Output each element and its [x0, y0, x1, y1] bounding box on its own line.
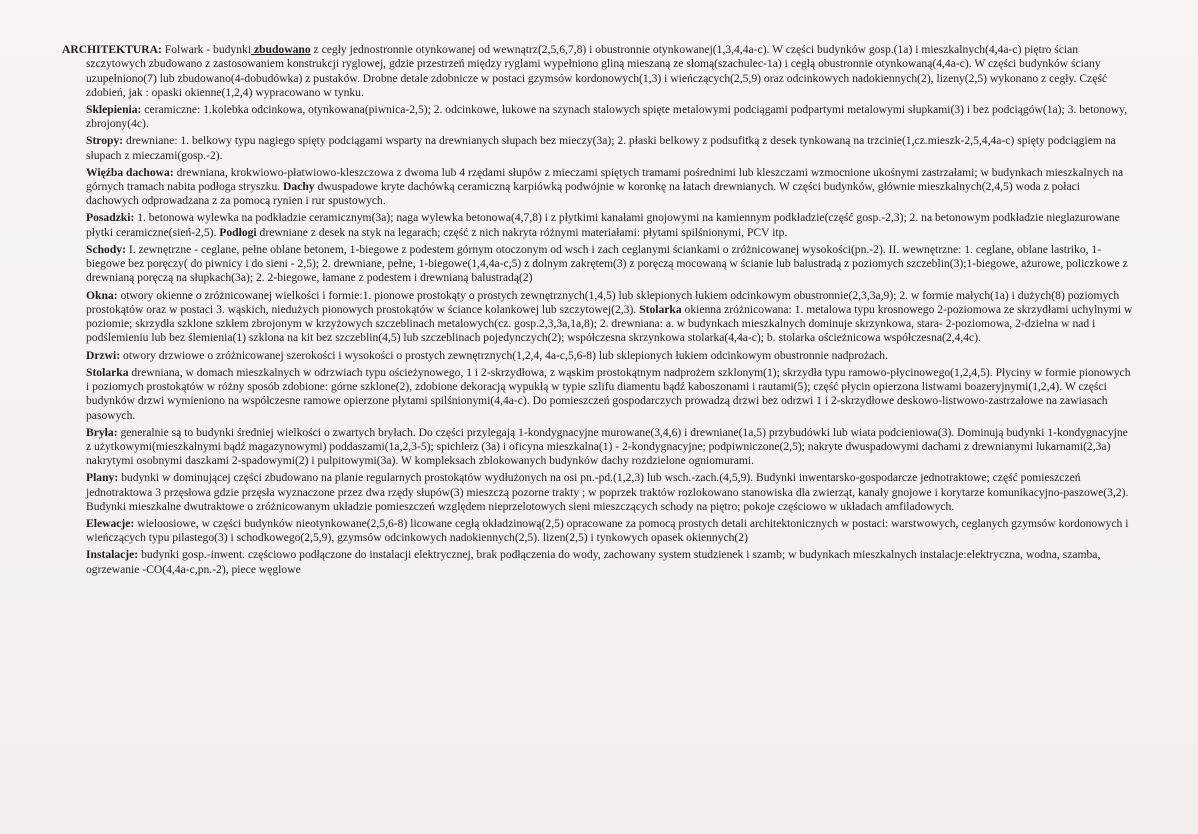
text-stropy: drewniane: 1. belkowy typu nagiego spięty podciągami wsparty na drewnianych słupach bez mieczy(3a); 2. płaski belkowy z podsufitką z desek tynkowaną na trzcinie(1,cz.mieszk-2,5,4,4a-c) spięty podciągiem na słupach z mieczami(gosp.-2). [86, 134, 1116, 162]
text-wiezba-b: dwuspadowe kryte dachówką ceramiczną karpiówką podwójnie w koronkę na łatach drewnianych. W części budynków, głównie mieszkalnych(2,4,5) woda z połaci dachowych odprowadzana z za pomocą rynien i rur spustowych. [86, 180, 1080, 208]
text-architektura-b: z cegły jednostronnie otynkowanej od wewnątrz(2,5,6,7,8) i obustronnie otynkowanej(1,3,4,4a-c). W części budynków gosp.(1a) i mieszkalnych(4,4a-c) piętro ścian szczytowych zbudowano z zastosowaniem konstrukcji ryglowej, gdzie przestrzeń między ryglami wypełniono gliną mieszaną ze słomą(szachulec-1a) i cegłą obustronnie otynkowaną(4,4a-c). W części budynków ściany uzupełniono(7) lub zbudowano(4-dobudówka) z pustaków. Drobne detale zdobnicze w postaci gzymsów kordonowych(1,3) i wieńczących(2,5,9) oraz odcinkowych nadokiennych(2), lizeny(2,5) wykonano z cegły. Część zdobień, jak : opaski okienne(1,2,4) wypracowano w tynku. [86, 43, 1107, 99]
label-instalacje: Instalacje: [86, 548, 139, 562]
label-architektura: ARCHITEKTURA: [62, 43, 162, 56]
section-okna [62, 289, 1134, 346]
label-schody: Schody: [86, 242, 126, 256]
text-sklepienia: ceramiczne: 1.kolebka odcinkowa, otynkowana(piwnica-2,5); 2. odcinkowe, łukowe na szynach stalowych spięte metalowymi podciągami podpartymi metalowymi słupkami(3) i bez podciągów(1a); 3. betonowy, zbrojony(4c). [86, 102, 1128, 131]
label-okna: Okna: [86, 288, 118, 302]
text-schody: I. zewnętrzne - ceglane, pełne oblane betonem, 1-biegowe z podestem górnym otoczonym od wsch i zach ceglanymi ściankami o zróżnicowanej wysokości(pn.-2). II. wewnętrzne: 1. ceglane, oblane lastriko, 1-biegowe bez poręczy( do piwnicy i do sieni - 2,5); 2. drewniane, pełne, 1-biegowe(1,4,4a-c,5) z dolnym zakrętem(3) z poręczą mocowaną w ścianie lub balustradą z poziomych szczeblin(3);1-biegowe, ażurowe, policzkowe z drewnianą poręczą na słupkach(3a); 2. 2-biegowe, łamane z podestem i drewnianą balustradą(2) [86, 242, 1128, 285]
text-bryla: generalnie są to budynki średniej wielkości o zwartych bryłach. Do części przylegają 1-kondygnacyjne murowane(3,4,6) i drewniane(1a,5) przybudówki lub wiata podcieniowa(3). Dominują budynki 1-kondygnacyjne z użytkowymi(mieszkalnymi bądź magazynowymi) poddaszami(1a,2,3-5); spichlerz (3a) i oficyna mieszkalna(1) - 2-kondygnacyjne; podpiwniczone(2,5); nakryte dwuspadowymi dachami z drewnianymi lukarnami(2,3a) nakrytymi osobnymi daszkami 2-spadowymi(2) i pulpitowymi(3a). W kompleksach zblokowanych budynków dachy rozdzielone ogniomurami. [86, 425, 1128, 468]
text-wiezba-a: drewniana, krokwiowo-płatwiowo-kleszczowa z dwoma lub 4 rzędami słupów z mieczami spiętych tramami pośrednimi lub kleszczami wzmocnione ukośnymi zastrzałami; w budynkach mieszkalnych na górnych tramach nabita podłoga stryszku. [86, 165, 1124, 194]
document-body [62, 43, 1134, 580]
text-architektura-a: Folwark - budynki [161, 43, 252, 56]
text-plany: budynki w dominującej części zbudowano na planie regularnych prostokątów wydłużonych na osi pn.-pd.(1,2,3) lub wsch.-zach.(4,5,9). Budynki inwentarsko-gospodarcze jednotraktowe; część pomieszczeń jednotraktowa 3 przęsłowa gdzie przęsła wyznaczone przez dwa rzędy słupów(3) mieszczą pozorne trakty ; w poprzek traktów rozlokowano stanowiska dla zwierząt, kanały gnojowe i korytarze komunikacyjno-paszowe(3,2). Budynki mieszkalne dwutraktowe o zróżnicowanym układzie pomieszczeń względem nieprzelotowych sieni mieszczących schody na piętro; pokoje częściowo w układach amfiladowych. [86, 471, 1129, 513]
section-architektura [62, 43, 1134, 100]
text-posadzki-a: 1. betonowa wylewka na podkładzie ceramicznym(3a); naga wylewka betonowa(4,7,8) i z płytkimi kanałami gnojowymi na kamiennym podkładzie(część gosp.-2,3); 2. na betonowym podkładzie nieglazurowane płytki ceramiczne(sień-2,5). [86, 211, 1120, 239]
section-wiezba [62, 166, 1134, 209]
label-posadzki: Posadzki: [86, 211, 135, 225]
label-plany: Plany: [86, 471, 119, 485]
label-wiezba: Więźba dachowa: [86, 165, 174, 179]
text-stolarka: drewniana, w domach mieszkalnych w odrzwiach typu ościeżynowego, 1 i 2-skrzydłowa, z wąskim prostokątnym nadprożem szklonym(1); skrzydła typu ramowo-płycinowego(1,2,4,5). Płyciny w formie pionowych i poziomych prostokątów w różny sposób zdobione: górne szklone(2), zdobione dekoracją wypukłą w typie szlifu diamentu bądź kaboszonami i rautami(5); część płycin opierzona listwami boazeryjnymi(1,2,4). W części budynków drzwi wymieniono na współczesne ramowe opierzone płytami spilśnionymi(4,4a-c). Do pomieszczeń gospodarczych prowadzą drzwi bez odrzwi 1 i 2-skrzydłowe deskowo-listwowo-zastrzałowe na zawiasach pasowych. [86, 365, 1131, 422]
section-plany [62, 471, 1134, 514]
section-stropy [62, 134, 1134, 163]
label-stolarka-okienna: Stolarka [639, 302, 682, 316]
section-sklepienia [62, 103, 1134, 132]
section-elewacje [62, 517, 1134, 546]
label-elewacje: Elewacje: [86, 516, 135, 530]
label-bryla: Bryła: [86, 425, 118, 439]
text-elewacje: wieloosiowe, w części budynków nieotynkowane(2,5,6-8) licowane cegłą okładzinową(2,5) opracowane za pomocą prostych detali architektonicznych w postaci: warstwowych, ceglanych gzymsów kordonowych i wieńczących typu pilastego(3) i schodkowego(2,5,9), gzymsów odcinkowych nadokiennych(2,5). lizen(2,5) i tynkowych opasek okiennych(2) [86, 516, 1129, 545]
text-posadzki-b: drewniane z desek na styk na legarach; część z nich nakryta różnymi materiałami: płytami spilśnionymi, PCV itp. [256, 225, 788, 239]
label-stropy: Stropy: [86, 134, 124, 148]
text-okna-a: otwory okienne o zróżnicowanej wielkości i formie:1. pionowe prostokąty o prostych zewnętrznych(1,4,5) lub sklepionych łukiem odcinkowym obustronnie(2,3,3a,9); 2. w formie małych(1a) i dużych(8) poziomych prostokątów oraz w postaci 3. wąskich, niedużych pionowych prostokątów w ściance kolankowej lub szczytowej(2,3). [86, 288, 1120, 316]
label-stolarka: Stolarka [86, 365, 129, 379]
text-instalacje: budynki gosp.-inwent. częściowo podłączone do instalacji elektrycznej, brak podłączenia do wody, zachowany system studzienek i szamb; w budynkach mieszkalnych instalacje:elektryczna, wodna, szamba, ogrzewanie -CO(4,4a-c,pn.-2), piece węglowe [86, 548, 1101, 576]
section-bryla [62, 426, 1134, 469]
text-drzwi: otwory drzwiowe o zróżnicowanej szerokości i wysokości o prostych zewnętrznych(1,2,4, 4a-c,5,6-8) lub sklepionych łukiem odcinkowym obustronnie nadprożach. [120, 348, 889, 362]
section-drzwi [62, 349, 1134, 363]
section-stolarka [62, 366, 1134, 423]
text-okna-b: okienna zróżnicowana: 1. metalowa typu krosnowego 2-poziomowa ze skrzydłami uchylnymi w poziomie; skrzydła szklone szkłem zbrojonym w krzyżowych szczeblinach metalowych(cz. gosp.2,3,3a,1a,8); 2. drewniana: a. w budynkach mieszkalnych dominuje skrzynkowa, stara- 2-poziomowa, 2-dzielna w nad i podślemieniu lub bez ślemienia(1) szklona na kit bez szczeblin(4,5) lub szczeblinach pojedynczych(2); współczesna skrzynkowa stolarka(4,4a-c); b. stolarka ościeżnicowa współczesna(2,4,4c). [86, 302, 1133, 345]
section-instalacje [62, 548, 1134, 577]
label-sklepienia: Sklepienia: [86, 102, 142, 116]
underlined-word: zbudowano [251, 43, 311, 56]
section-posadzki [62, 211, 1134, 240]
label-drzwi: Drzwi: [86, 348, 121, 362]
label-dachy: Dachy [283, 180, 315, 194]
label-podlogi: Podłogi [219, 225, 257, 239]
section-schody [62, 243, 1134, 286]
